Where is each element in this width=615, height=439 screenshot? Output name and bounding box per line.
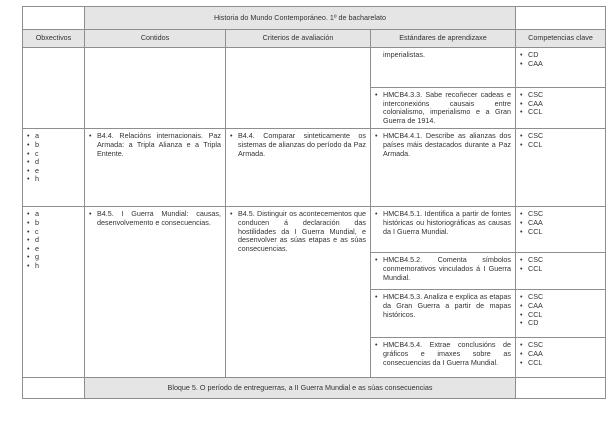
competency-item: • CSC [520, 91, 601, 100]
curriculum-table [22, 6, 606, 399]
competency-item: • CSC [520, 293, 601, 302]
competency-item: • CAA [520, 100, 601, 109]
standard-item: • HMCB4.5.1. Identifica a partir de fontes históricas ou historiográficas as causas da I Guerra Mundial. [375, 210, 511, 236]
criteria-cell [226, 129, 371, 207]
competency-item: • CCL [520, 228, 601, 237]
header-objectives: Obxectivos [23, 30, 85, 48]
title-blank-cell [516, 7, 606, 30]
content-item: • B4.5. I Guerra Mundial: causas, desenvolvemento e consecuencias. [89, 210, 221, 227]
table-title: Historia do Mundo Contemporáneo. 1º de bacharelato [85, 7, 516, 30]
table-body [23, 48, 606, 378]
competency-item: • CD [520, 51, 601, 60]
standard-item: • HMCB4.5.4. Extrae conclusións de gráficos e imaxes sobre as consecuencias da I Guerra Mundial. [375, 341, 511, 367]
standard-cell [371, 48, 516, 88]
objective-item: • e [27, 167, 80, 176]
competencies-cell [516, 129, 606, 207]
objective-item: • g [27, 253, 80, 262]
objective-item: • h [27, 175, 80, 184]
competency-item: • CAA [520, 350, 601, 359]
criterion-item: • B4.5. Distinguir os acontecementos que conducen á declaración das hostilidades da I Guerra Mundial, e desenvolver as súas etapas e as súas consecuencias. [230, 210, 366, 253]
competencies-cell [516, 338, 606, 378]
standard-item: imperialistas. [383, 50, 425, 59]
standard-cell [371, 207, 516, 253]
table-row [23, 207, 606, 253]
standard-item: • HMCB4.3.3. Sabe recoñecer cadeas e interconexións causais entre colonialismo, imperialismo e a Gran Guerra de 1914. [375, 91, 511, 125]
contents-cell [85, 129, 226, 207]
competency-item: • CCL [520, 359, 601, 368]
standard-cell [371, 253, 516, 290]
header-contents: Contidos [85, 30, 226, 48]
objective-item: • h [27, 262, 80, 271]
competencies-cell [516, 253, 606, 290]
table-row [23, 48, 606, 88]
objectives-list [27, 210, 80, 270]
competency-item: • CAA [520, 302, 601, 311]
competencies-cell [516, 207, 606, 253]
competency-item: • CCL [520, 265, 601, 274]
contents-cell [85, 48, 226, 129]
competency-item: • CAA [520, 60, 601, 69]
column-header-row [23, 30, 606, 48]
competencies-cell [516, 48, 606, 88]
standard-cell [371, 88, 516, 129]
contents-cell [85, 207, 226, 378]
objective-item: • b [27, 219, 80, 228]
competency-item: • CSC [520, 256, 601, 265]
objectives-list [27, 132, 80, 184]
objective-item: • d [27, 158, 80, 167]
objectives-cell [23, 129, 85, 207]
objective-item: • b [27, 141, 80, 150]
content-item: • B4.4. Relacións internacionais. Paz Armada: a Tripla Alianza e a Tripla Entente. [89, 132, 221, 158]
header-standards: Estándares de aprendizaxe [371, 30, 516, 48]
criteria-cell [226, 48, 371, 129]
objective-item: • c [27, 150, 80, 159]
title-row [23, 7, 606, 30]
competency-item: • CCL [520, 108, 601, 117]
competency-item: • CD [520, 319, 601, 328]
competency-item: • CCL [520, 311, 601, 320]
competency-item: • CSC [520, 132, 601, 141]
standard-cell [371, 290, 516, 338]
objective-item: • a [27, 210, 80, 219]
competencies-cell [516, 88, 606, 129]
criteria-cell [226, 207, 371, 378]
block-title: Bloque 5. O período de entreguerras, a II Guerra Mundial e as súas consecuencias [85, 378, 516, 399]
objectives-cell [23, 207, 85, 378]
title-blank-cell [23, 7, 85, 30]
competencies-cell [516, 290, 606, 338]
standard-cell [371, 129, 516, 207]
competency-item: • CSC [520, 341, 601, 350]
competency-item: • CCL [520, 141, 601, 150]
objective-item: • a [27, 132, 80, 141]
standard-item: • HMCB4.5.3. Analiza e explica as etapas da Gran Guerra a partir de mapas históricos. [375, 293, 511, 319]
competency-item: • CAA [520, 219, 601, 228]
objectives-cell [23, 48, 85, 129]
objective-item: • c [27, 228, 80, 237]
footer-blank-cell [516, 378, 606, 399]
objective-item: • d [27, 236, 80, 245]
competency-item: • CSC [520, 210, 601, 219]
table-row [23, 129, 606, 207]
header-criteria: Criterios de avaliación [226, 30, 371, 48]
header-competencies: Competencias clave [516, 30, 606, 48]
criterion-item: • B4.4. Comparar sinteticamente os sistemas de alianzas do período da Paz Armada. [230, 132, 366, 158]
objective-item: • e [27, 245, 80, 254]
standard-item: • HMCB4.4.1. Describe as alianzas dos países máis destacados durante a Paz Armada. [375, 132, 511, 158]
standard-cell [371, 338, 516, 378]
standard-item: • HMCB4.5.2. Comenta símbolos conmemorativos vinculados á I Guerra Mundial. [375, 256, 511, 282]
footer-blank-cell [23, 378, 85, 399]
footer-row [23, 378, 606, 399]
